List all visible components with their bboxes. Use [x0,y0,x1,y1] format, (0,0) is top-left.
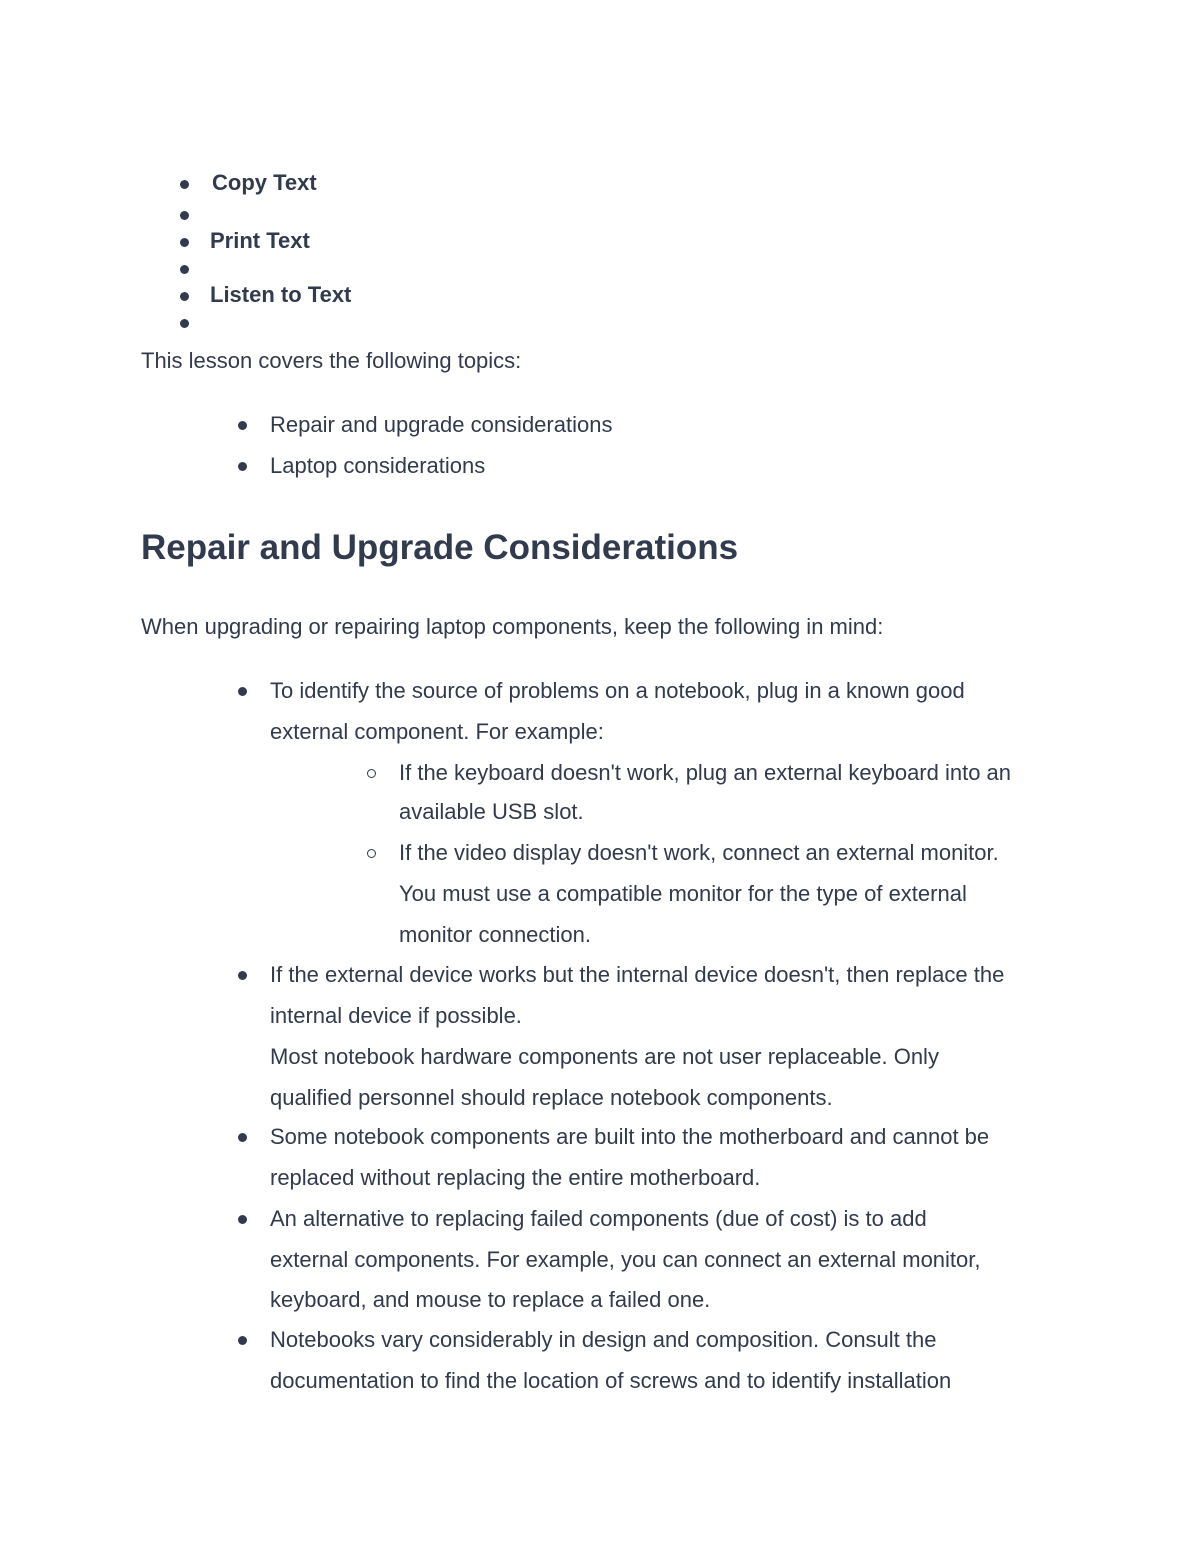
listen-to-text-button[interactable]: Listen to Text [210,282,352,307]
list-item-line: qualified personnel should replace notebook components. [270,1085,833,1110]
bullet-icon [238,421,247,430]
bullet-icon [180,180,189,189]
list-item-line: To identify the source of problems on a notebook, plug in a known good [270,678,965,703]
sub-list-item-line: If the keyboard doesn't work, plug an external keyboard into an [399,760,1012,785]
bullet-icon [180,319,189,328]
list-item-line: replaced without replacing the entire motherboard. [270,1165,761,1190]
list-item-line: An alternative to replacing failed components (due of cost) is to add [270,1206,927,1231]
bullet-icon [180,211,189,220]
list-item-line: Most notebook hardware components are not user replaceable. Only [270,1044,939,1069]
bullet-icon [238,1336,247,1345]
copy-text-button[interactable]: Copy Text [212,170,317,195]
print-text-button[interactable]: Print Text [210,228,310,253]
bullet-icon [238,971,247,980]
sub-list-item-line: available USB slot. [399,799,584,824]
sub-list-item-line: monitor connection. [399,922,591,947]
sub-list-item-line: If the video display doesn't work, connect an external monitor. [399,840,999,865]
topic-item: Repair and upgrade considerations [270,412,613,437]
list-item-line: documentation to find the location of screws and to identify installation [270,1368,952,1393]
intro-text: This lesson covers the following topics: [141,348,522,373]
section-heading: Repair and Upgrade Considerations [141,528,739,567]
list-item-line: keyboard, and mouse to replace a failed one. [270,1287,711,1312]
topic-item: Laptop considerations [270,453,486,478]
bullet-icon [238,1133,247,1142]
sub-bullet-icon [367,769,376,778]
sub-list-item-line: You must use a compatible monitor for the type of external [399,881,967,906]
bullet-icon [238,687,247,696]
bullet-icon [180,238,189,247]
sub-bullet-icon [367,849,376,858]
bullet-icon [180,292,189,301]
list-item-line: If the external device works but the internal device doesn't, then replace the [270,962,1005,987]
list-item-line: internal device if possible. [270,1003,522,1028]
bullet-icon [238,462,247,471]
bullet-icon [238,1215,247,1224]
bullet-icon [180,265,189,274]
list-item-line: Some notebook components are built into the motherboard and cannot be [270,1124,990,1149]
section-lead: When upgrading or repairing laptop components, keep the following in mind: [141,614,884,639]
list-item-line: external component. For example: [270,719,604,744]
list-item-line: external components. For example, you can connect an external monitor, [270,1247,981,1272]
list-item-line: Notebooks vary considerably in design and composition. Consult the [270,1327,937,1352]
